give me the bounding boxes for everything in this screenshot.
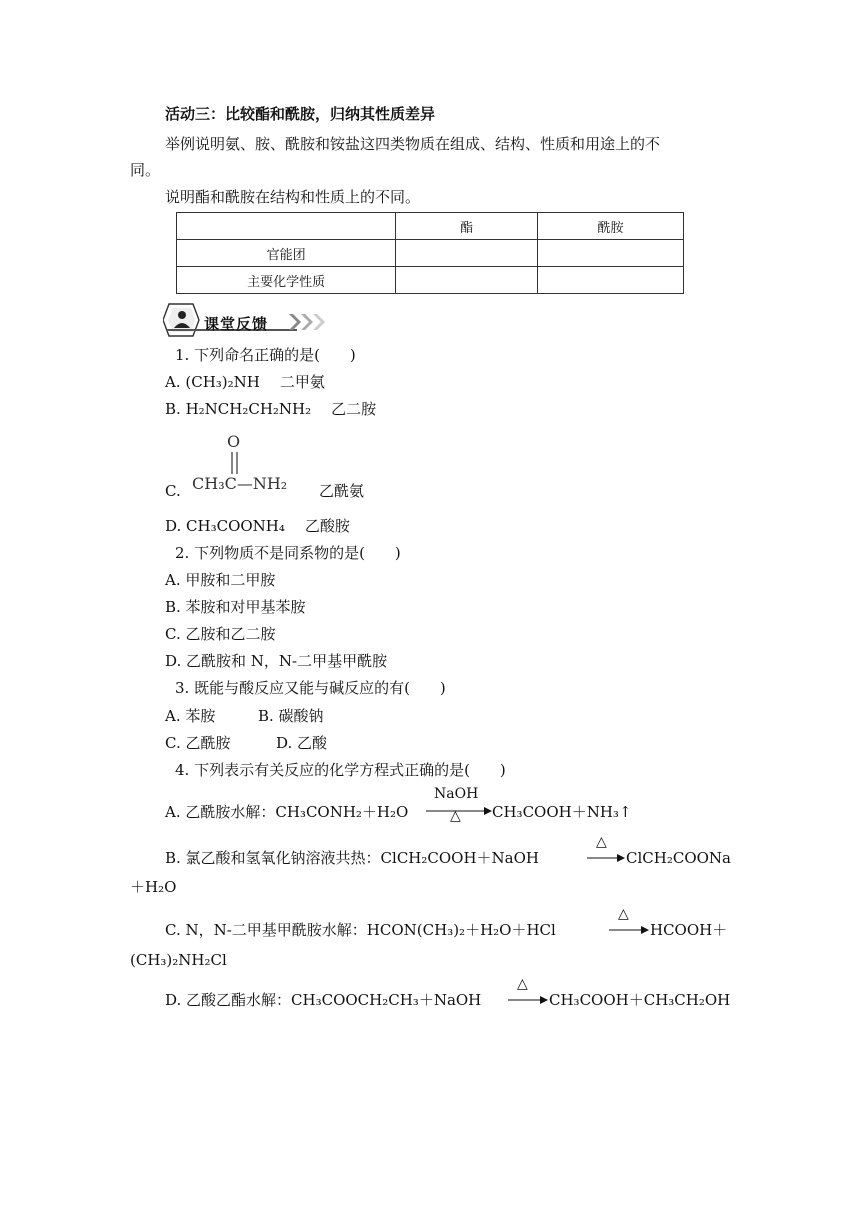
q4-option-a-condition-bottom: △ xyxy=(450,808,461,824)
q1-option-b xyxy=(165,399,376,419)
table-header-cell: 酯 xyxy=(396,213,538,240)
person-icon xyxy=(178,311,186,319)
activity-paragraph-2: 说明酯和酰胺在结构和性质上的不同。 xyxy=(165,188,421,206)
q4-option-d-condition: △ xyxy=(517,976,528,992)
q1-stem: 1. 下列命名正确的是( ) xyxy=(175,346,356,364)
q4-option-b-condition: △ xyxy=(596,834,607,850)
table-cell xyxy=(396,267,538,294)
q4-option-d-reactants: D. 乙酸乙酯水解：CH₃COOCH₂CH₃＋NaOH xyxy=(165,991,482,1009)
q3-option-c: C. 乙酰胺 xyxy=(165,734,231,752)
table-cell xyxy=(538,267,684,294)
q4-option-d-products: CH₃COOH＋CH₃CH₂OH xyxy=(549,991,731,1009)
comparison-table xyxy=(176,212,684,294)
q4-stem: 4. 下列表示有关反应的化学方程式正确的是( ) xyxy=(175,761,506,779)
q1-option-d-formula: CH₃COONH₄ xyxy=(186,517,285,535)
q1-option-b-formula: H₂NCH₂CH₂NH₂ xyxy=(185,400,312,418)
q1-option-c-structure-oxygen: O xyxy=(227,432,241,451)
table-header-row xyxy=(177,213,684,240)
table-cell: 官能团 xyxy=(177,240,396,267)
q1-option-d-letter: D. xyxy=(165,517,187,535)
q2-option-a: A. 甲胺和二甲胺 xyxy=(165,571,276,589)
q2-option-c: C. 乙胺和乙二胺 xyxy=(165,625,276,643)
table-row xyxy=(177,267,684,294)
q2-stem: 2. 下列物质不是同系物的是( ) xyxy=(175,544,401,562)
q3-option-a: A. 苯胺 xyxy=(165,707,216,725)
q1-option-c-letter: C. xyxy=(165,482,181,500)
q3-option-d: D. 乙酸 xyxy=(276,734,328,752)
q4-option-c-reactants: C. N，N-二甲基甲酰胺水解：HCON(CH₃)₂＋H₂O＋HCl xyxy=(165,921,556,939)
reaction-arrow-icon xyxy=(508,993,548,1007)
q4-option-b-continuation: ＋H₂O xyxy=(130,878,177,896)
q1-option-c-structure: CH₃C—NH₂ xyxy=(192,474,288,493)
q4-option-a-condition-top: NaOH xyxy=(434,786,479,802)
feedback-banner-label: 课堂反馈 xyxy=(204,315,269,333)
q4-option-c-continuation: (CH₃)₂NH₂Cl xyxy=(130,951,227,969)
q1-option-a-letter: A. xyxy=(165,373,186,391)
reaction-arrow-icon xyxy=(587,851,625,865)
q1-option-b-name: 乙二胺 xyxy=(331,400,377,418)
q3-stem: 3. 既能与酸反应又能与碱反应的有( ) xyxy=(175,679,446,697)
activity-title: 活动三：比较酯和酰胺，归纳其性质差异 xyxy=(165,105,436,123)
table-cell xyxy=(396,240,538,267)
q1-option-a xyxy=(165,372,325,392)
q1-option-a-name: 二甲氨 xyxy=(279,373,325,391)
double-bond-icon xyxy=(229,452,241,476)
activity-paragraph-line2: 同。 xyxy=(130,161,161,179)
table-header-cell xyxy=(177,213,396,240)
q2-option-d: D. 乙酰胺和 N，N-二甲基甲酰胺 xyxy=(165,652,388,670)
q1-option-a-formula: (CH₃)₂NH xyxy=(185,373,260,391)
q1-option-c-name: 乙酰氨 xyxy=(319,482,365,500)
q4-option-b-reactants: B. 氯乙酸和氢氧化钠溶液共热：ClCH₂COOH＋NaOH xyxy=(165,849,540,867)
table-cell: 主要化学性质 xyxy=(177,267,396,294)
q1-option-d-name: 乙酸胺 xyxy=(304,517,350,535)
q2-option-b: B. 苯胺和对甲基苯胺 xyxy=(165,598,306,616)
q1-option-b-letter: B. xyxy=(165,400,186,418)
table-cell xyxy=(538,240,684,267)
q1-option-d xyxy=(165,516,350,536)
q4-option-a-products: CH₃COOH＋NH₃↑ xyxy=(492,803,632,821)
q4-option-b-products: ClCH₂COONa xyxy=(626,849,731,867)
table-header-cell: 酰胺 xyxy=(538,213,684,240)
q4-option-a-reactants: A. 乙酰胺水解：CH₃CONH₂＋H₂O xyxy=(165,803,409,821)
reaction-arrow-icon xyxy=(609,923,649,937)
q4-option-c-products: HCOOH＋ xyxy=(650,921,728,939)
q3-option-b: B. 碳酸钠 xyxy=(258,707,324,725)
table-row xyxy=(177,240,684,267)
activity-paragraph-line1: 举例说明氨、胺、酰胺和铵盐这四类物质在组成、结构、性质和用途上的不 xyxy=(165,135,661,153)
q4-option-c-condition: △ xyxy=(618,906,629,922)
